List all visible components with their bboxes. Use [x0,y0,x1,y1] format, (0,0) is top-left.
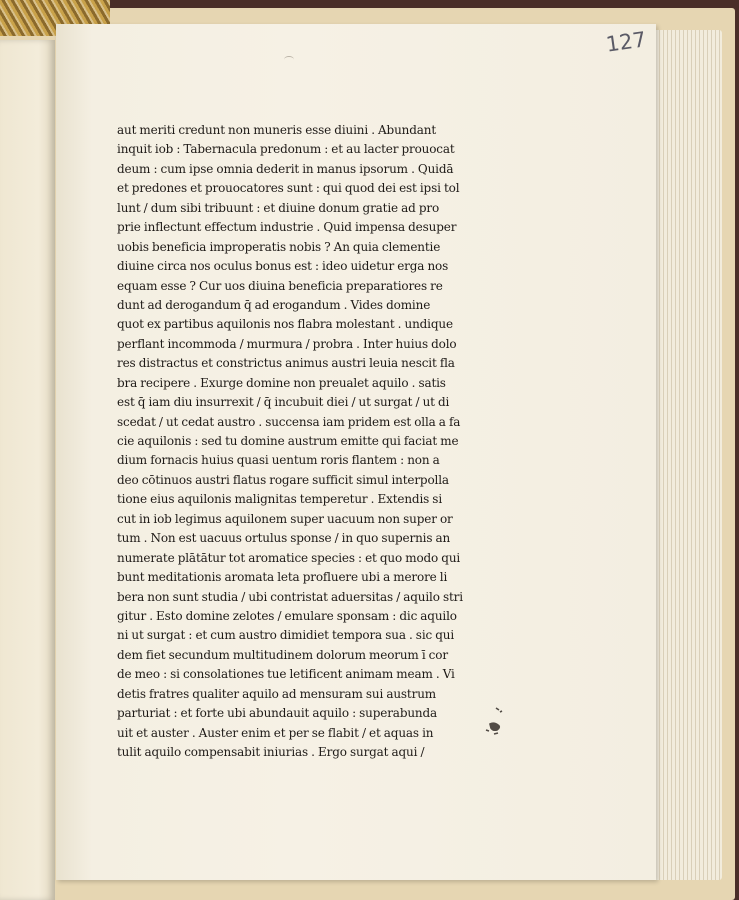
text-line: cie aquilonis : sed tu domine austrum emitte qui faciat me [117,434,459,448]
facing-page-edge [0,40,55,900]
text-line: uit et auster . Auster enim et per se flabit / et aquas in [117,725,434,740]
text-line: dunt ad derogandum q̄ ad erogandum . Vides domine [117,297,431,312]
text-line: aut meriti credunt non muneris esse diuini . Abundant [117,123,437,137]
text-line: dem fiet secundum multitudinem dolorum meorum ī cor [117,647,448,662]
text-line: cut in iob legimus aquilonem super uacuum non super or [117,511,453,526]
text-line: diuine circa nos oculus bonus est : ideo uidetur erga nos [117,259,449,274]
text-line: detis fratres qualiter aquilo ad mensuram sui austrum [117,686,437,701]
text-line: est q̄ iam diu insurrexit / q̄ incubuit diei / ut surgat / ut di [117,395,450,410]
text-line: inquit iob : Tabernacula predonum : et au lacter prouocat [117,142,455,157]
text-line: res distractus et constrictus animus austri leuia nescit fla [117,356,455,371]
text-line: bra recipere . Exurge domine non preualet aquilo . satis [117,375,446,390]
folio-number: 127 [604,27,648,57]
text-line: parturiat : et forte ubi abundauit aquilo : superabunda [117,706,438,721]
text-line: quot ex partibus aquilonis nos flabra molestant . undique [117,317,453,332]
text-line: ni ut surgat : et cum austro dimidiet tempora sua . sic qui [117,628,455,643]
text-line: uobis beneficia improperatis nobis ? An quia clementie [117,239,441,254]
text-line: numerate plātātur tot aromatice species : et quo modo qui [117,550,461,565]
text-line: deo cōtinuos austri flatus rogare sufficit simul interpolla [117,472,449,487]
text-line: dium fornacis huius quasi uentum roris flantem : non a [117,453,440,468]
pencil-mark [284,56,294,63]
text-line: et predones et prouocatores sunt : qui quod dei est ipsi tol [117,181,460,196]
text-line: de meo : si consolationes tue letificent animam meam . Vi [117,667,455,682]
text-block [117,121,487,762]
text-line: bunt meditationis aromata leta profluere ubi a merore li [117,570,448,585]
text-line: tulit aquilo compensabit iniurias . Ergo surgat aqui / [117,745,425,759]
text-line: equam esse ? Cur uos diuina beneficia preparatiores re [117,278,443,293]
text-line: bera non sunt studia / ubi contristat aduersitas / aquilo stri [117,589,463,604]
ink-stain-mark [482,704,512,740]
text-line: prie inflectunt effectum industrie . Quid impensa desuper [117,220,457,235]
text-line: gitur . Esto domine zelotes / emulare sponsam : dic aquilo [117,608,457,623]
text-line: scedat / ut cedat austro . succensa iam pridem est olla a fa [117,414,461,429]
text-line: tione eius aquilonis malignitas temperetur . Extendis si [117,492,443,507]
text-line: tum . Non est uacuus ortulus sponse / in quo supernis an [117,531,451,546]
text-line: lunt / dum sibi tribuunt : et diuine donum gratie ad pro [117,200,440,215]
text-line: deum : cum ipse omnia dederit in manus ipsorum . Quidā [117,161,454,176]
text-line: perflant incommoda / murmura / probra . Inter huius dolo [117,336,457,351]
